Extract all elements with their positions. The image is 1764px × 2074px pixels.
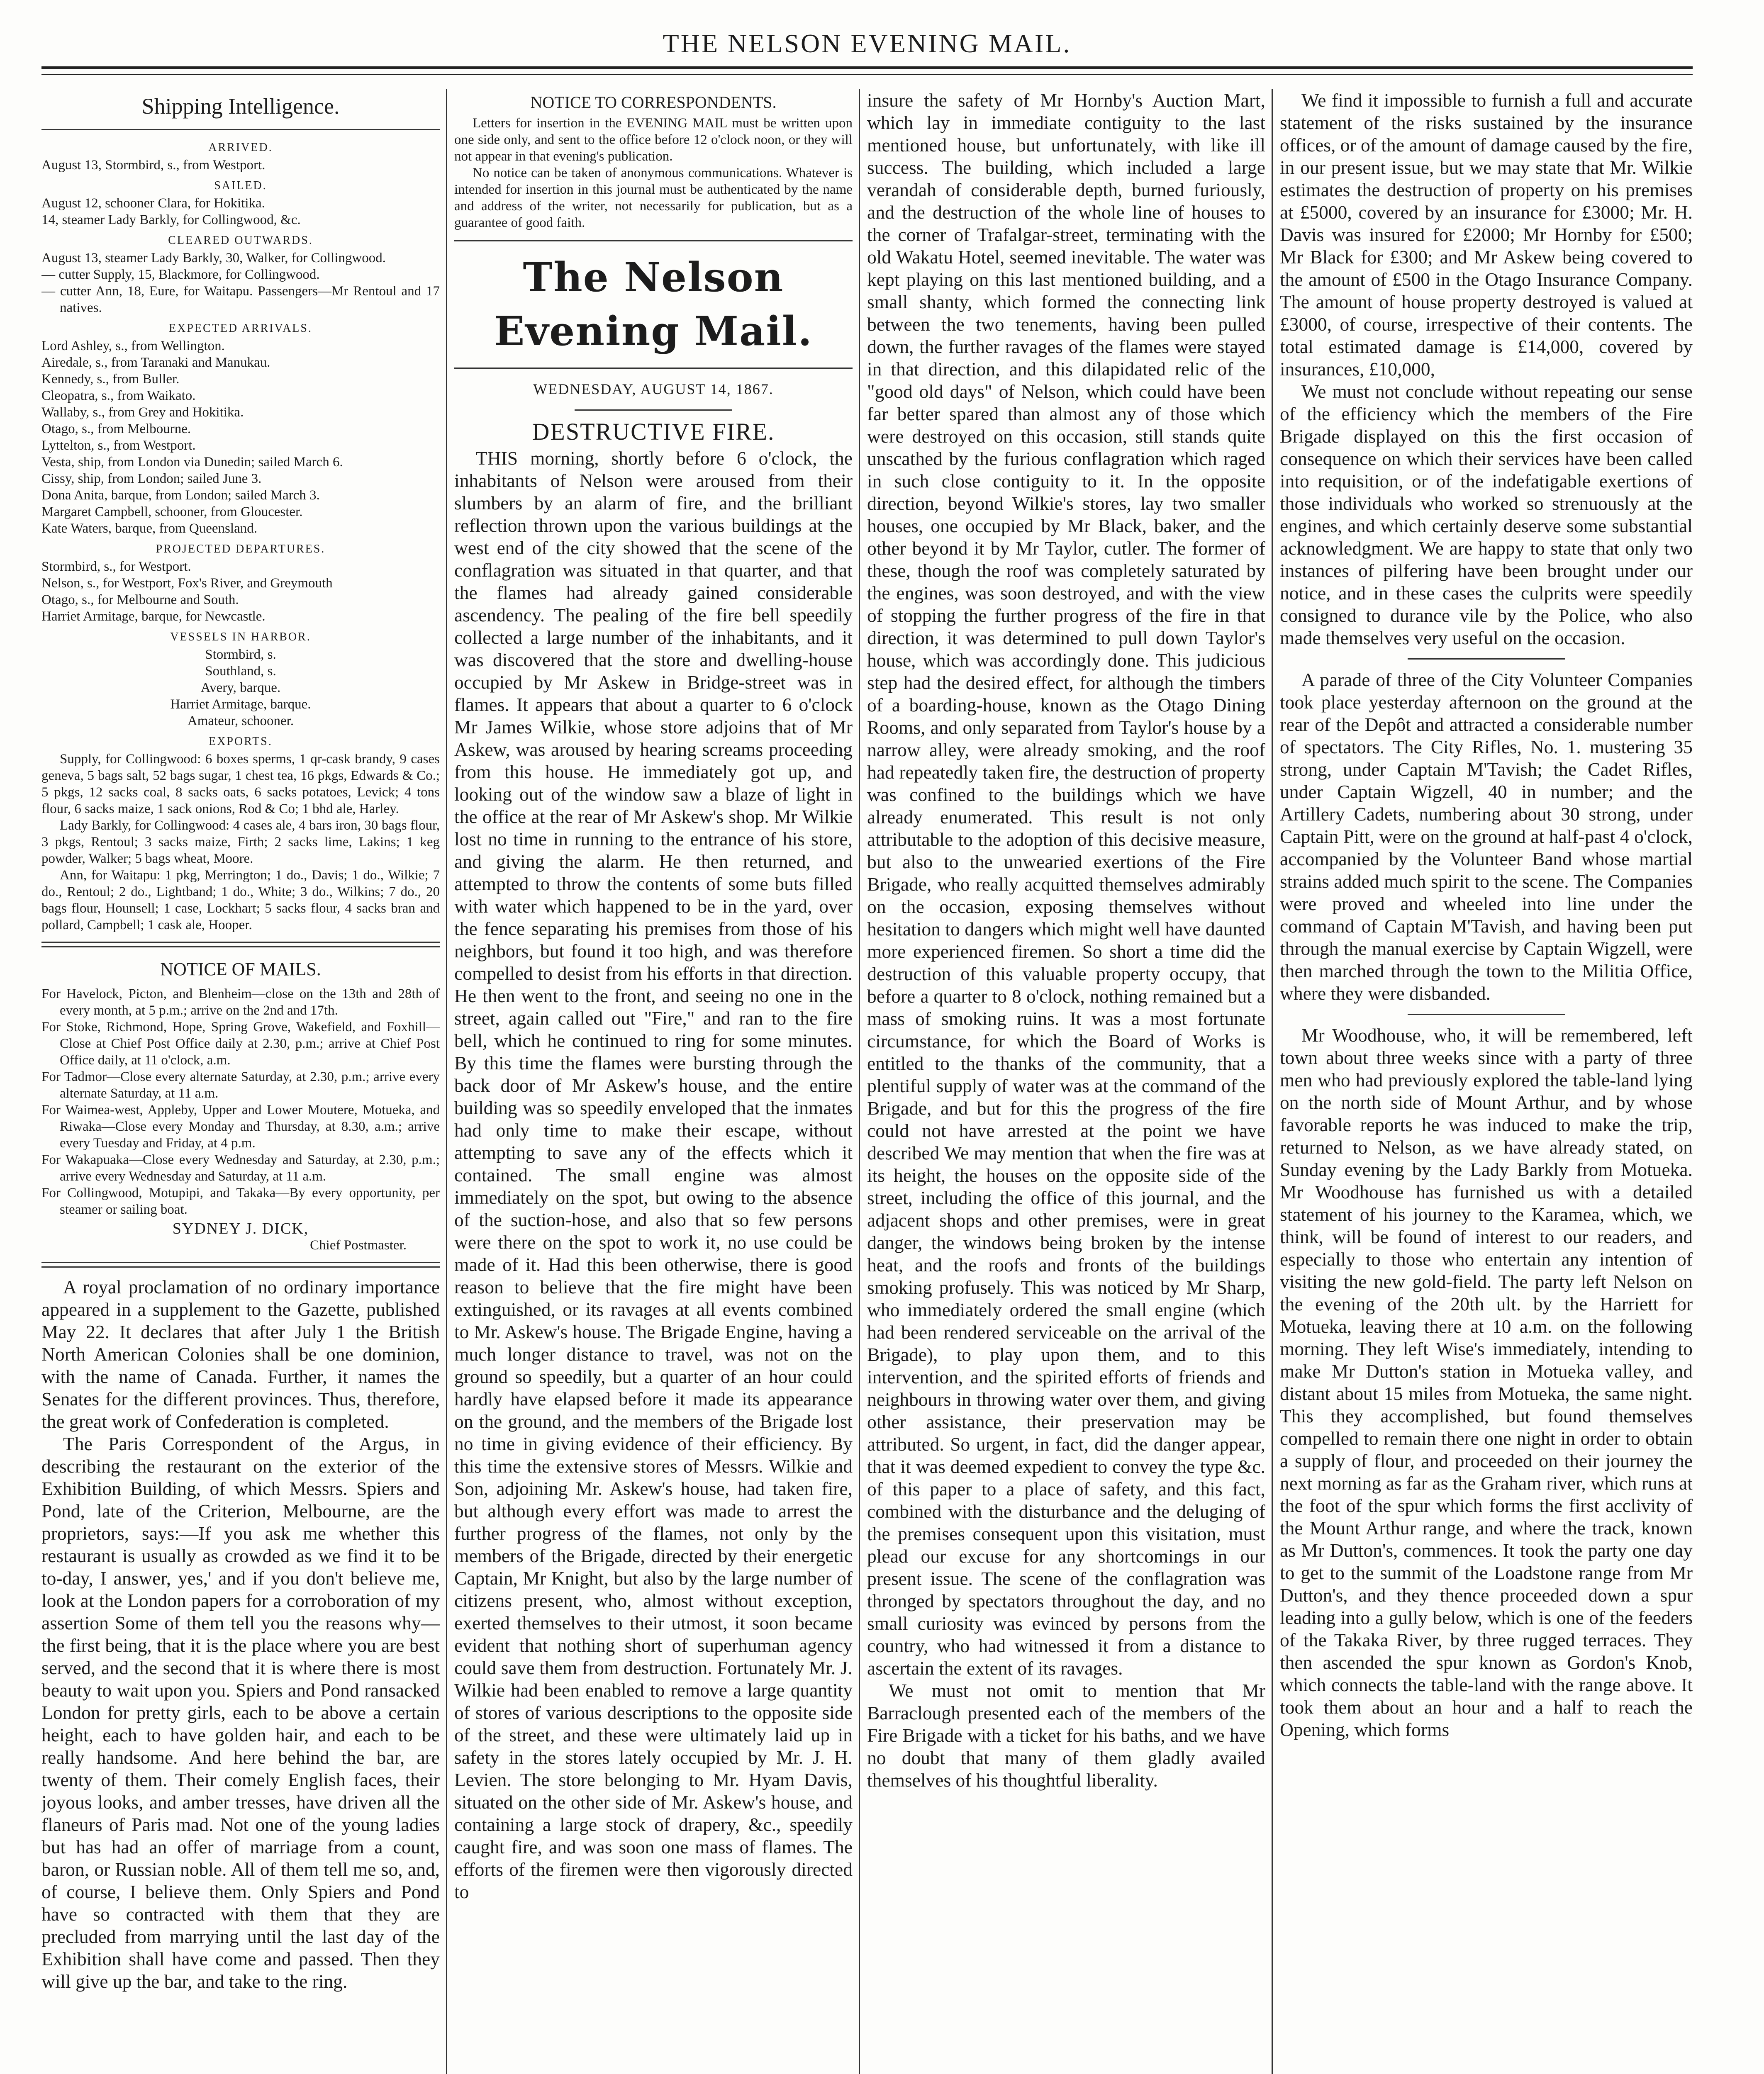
- masthead-rule-thin: [41, 74, 1693, 75]
- paper-title: The Nelson Evening Mail.: [494, 254, 813, 355]
- expected-item: Lyttelton, s., from Westport.: [41, 438, 196, 453]
- notice-of-mails: [41, 986, 440, 1254]
- vessel-item: Avery, barque.: [200, 680, 281, 695]
- article-paragraph: THIS morning, shortly before 6 o'clock, the inhabitants of Nelson were aroused from their slumbers by an alarm of fire, and the brilliant reflection thrown upon the various buildings at the west end of the city showed that the scene of the conflagration was situated in that quarter, and that the flames had already gained considerable ascendency. The pealing of the fire bell speedily collected a large number of the inhabitants, and it was discovered that the store and dwelling-house occupied by Mr Askew in Bridge-street was in flames. It appears that about a quarter to 6 o'clock Mr James Wilkie, whose store adjoins that of Mr Askew, was aroused by hearing screams proceeding from this house. He immediately got up, and looking out of the window saw a blaze of light in the office at the rear of Mr Askew's shop. Mr Wilkie lost no time in running to the entrance of his store, and giving the alarm. He then returned, and attempted to throw the contents of some buts filled with water which happened to be in the yard, over the fence separating his premises from those of his neighbors, but found it too high, and was therefore compelled to desist from his efforts in that direction. He then went to the front, and seeing no one in the street, again called out "Fire," and ran to the fire bell, which he continued to ring for some minutes. By this time the flames were bursting through the back door of Mr Askew's house, and the entire building was so speedily enveloped that the inmates had only time to make their escape, without attempting to save any of the effects which it contained. The small engine was almost immediately on the spot, but owing to the absence of the suction-hose, and also that so few persons were there on the spot to work it, no use could be made of it. Had this been otherwise, there is good reason to believe that the fire might have been extinguished, or its ravages at all events combined to Mr. Askew's house. The Brigade Engine, having a much longer distance to travel, was not on the ground so speedily, but a quarter of an hour could hardly have elapsed before it made its appearance on the ground, and the members of the Brigade lost no time in giving evidence of their efficiency. By this time the extensive stores of Messrs. Wilkie and Son, adjoining Mr. Askew's house, had taken fire, but although every effort was made to arrest the further progress of the flames, not only by the members of the Brigade, directed by their energetic Captain, Mr Knight, but also by the large number of citizens present, who, almost without exception, exerted themselves to their utmost, it soon became evident that nothing short of superhuman agency could save them from destruction. Fortunately Mr. J. Wilkie had been enabled to remove a large quantity of stores of various descriptions to the opposite side of the street, and these were ultimately laid up in safety in the stores lately occupied by Mr. J. H. Levien. The store belonging to Mr. Hyam Davis, situated on the other side of Mr. Askew's house, and containing a large stock of drapery, &c., speedily caught fire, and was soon one mass of flames. The efforts of the firemen were then vigorously directed to: [454, 448, 853, 1902]
- postmaster-title: Chief Postmaster.: [310, 1238, 407, 1253]
- masthead-rule: [41, 66, 1693, 69]
- expected-item: Lord Ashley, s., from Wellington.: [41, 338, 225, 353]
- expected-item: Airedale, s., from Taranaki and Manukau.: [41, 355, 270, 370]
- mail-item: For Collingwood, Motupipi, and Takaka—By every opportunity, per steamer or sailing boat.: [41, 1185, 440, 1217]
- volunteer-paragraph: A parade of three of the City Volunteer Companies took place yesterday afternoon on the ground at the rear of the Depôt and attracted a considerable number of spectators. The City Rifles, No. 1. mustering 35 strong, under Captain M'Tavish; the Cadet Rifles, under Captain Wigzell, 40 in number; and the Artillery Cadets, numbering about 30 strong, under Captain Pitt, were on the ground at half-past 4 o'clock, accompanied by the Volunteer Band whose martial strains added much spirit to the scene. The Companies were proved and wheeled into line under the command of Captain M'Tavish, and having been put through the manual exercise by Captain Wigzell, were then marched through the town to the Militia Office, where they were disbanded.: [1280, 669, 1693, 1004]
- brigade-paragraph: We must not conclude without repeating our sense of the efficiency which the members of the Fire Brigade displayed on this the first occasion of consequence on which their services have been called into requisition, or of the indefatigable exertions of those individuals who worked so strenuously at the engines, and which certainly deserve some substantial acknowledgment. We are happy to state that only two instances of pilfering have been brought under our notice, and in these cases the culprits were speedily consigned to durance vile by the Police, who also made themselves very useful on the occasion.: [1280, 381, 1693, 648]
- paragraph-paris: The Paris Correspondent of the Argus, in describing the restaurant on the exterior of the Exhibition Building, of which Messrs. Spiers and Pond, late of the Criterion, Melbourne, are the proprietors, says:—If you ask me whether this restaurant is usually as crowded as we find it to be to-day, I answer, yes,' and if you don't believe me, look at the London papers for a corroboration of my assertion Some of them tell you the reasons why—the first being, that it is the place where you are best served, and the second that it is where there is most beauty to wait upon you. Spiers and Pond ransacked London for pretty girls, each to be above a certain height, each to have golden hair, and each to be really handsome. And here behind the bar, are twenty of them. Their comely English faces, their joyous looks, and amber tresses, have driven all the flaneurs of Paris mad. Not one of the young ladies but has had an offer of marriage from a count, baron, or Russian noble. All of them tell me so, and, of course, I believe them. Only Spiers and Pond have so contracted with them that they are precluded from marrying until the last day of the Exhibition shall have come and passed. Then they will give up the bar, and take to the ring.: [41, 1433, 440, 1992]
- column-rule: [859, 89, 860, 2074]
- vessel-item: Stormbird, s.: [205, 647, 276, 662]
- vessel-item: Amateur, schooner.: [187, 713, 294, 728]
- cleared-heading: CLEARED OUTWARDS.: [168, 234, 313, 247]
- export-item: Lady Barkly, for Collingwood: 4 cases ale, 4 bars iron, 30 bags flour, 3 pkgs, Rentoul; 3 sacks maize, Firth; 2 sacks lime, Lakins; 1 keg powder, Walker; 5 bags wheat, Moore.: [41, 818, 440, 866]
- divider: [575, 409, 732, 411]
- expected-item: Cissy, ship, from London; sailed June 3.: [41, 471, 262, 486]
- correspondents-heading: NOTICE TO CORRESPONDENTS.: [530, 93, 777, 112]
- sailed-heading: SAILED.: [214, 179, 267, 192]
- projected-item: Otago, s., for Melbourne and South.: [41, 592, 239, 607]
- expected-item: Dona Anita, barque, from London; sailed March 3.: [41, 488, 320, 503]
- article-paragraph: We must not omit to mention that Mr Barraclough presented each of the members of the Fire Brigade with a ticket for his baths, and we have no doubt that many of them gladly availed themselves of his thoughtful liberality.: [867, 1680, 1265, 1791]
- mail-item: For Stoke, Richmond, Hope, Spring Grove, Wakefield, and Foxhill—Close at Chief Post Office daily at 2.30, p.m.; arrive at Chief Post Office daily, at 11 o'clock, a.m.: [41, 1020, 440, 1068]
- cleared-item: — cutter Supply, 15, Blackmore, for Collingwood.: [41, 267, 320, 282]
- export-item: Supply, for Collingwood: 6 boxes sperms, 1 qr-cask brandy, 9 cases geneva, 5 bags salt, 52 bags sugar, 1 chest tea, 16 pkgs, Edwards & Co.; 5 pkgs, 12 sacks coal, 8 sacks oats, 6 sacks potatoes, Levick; 4 tons flour, 6 sacks maize, 1 sack onions, Rod & Co; 1 bhd ale, Harley.: [41, 752, 440, 816]
- insurance-paragraph: We find it impossible to furnish a full and accurate statement of the risks sustained by the insurance offices, or of the amount of damage caused by the fire, in our present issue, but we may state that Mr. Wilkie estimates the destruction of property on his premises at £5000, covered by an insurance for £3000; Mr. H. Davis was insured for £2000; Mr Hornby for £500; Mr Black for £300; and Mr Askew being covered to the amount of £500 in the Otago Insurance Company. The amount of house property destroyed is valued at £3000, of course, irrespective of their contents. The total estimated damage is £14,000, covered by insurances, £10,000,: [1280, 90, 1693, 380]
- notice-to-correspondents: [454, 115, 853, 231]
- double-divider: [41, 1262, 440, 1268]
- sailed-item: August 12, schooner Clara, for Hokitika.: [41, 196, 265, 211]
- expected-item: Kate Waters, barque, from Queensland.: [41, 521, 257, 536]
- column-1: [41, 89, 440, 2074]
- column-2: [454, 89, 853, 2074]
- expected-item: Otago, s., from Melbourne.: [41, 421, 191, 436]
- vessel-item: Southland, s.: [205, 664, 276, 679]
- mail-item: For Wakapuaka—Close every Wednesday and Saturday, at 2.30, p.m.; arrive every Wednesday and Saturday, at 11 a.m.: [41, 1152, 440, 1184]
- woodhouse-paragraph: Mr Woodhouse, who, it will be remembered, left town about three weeks since with a party of three men who had previously explored the table-land lying on the north side of Mount Arthur, and by whose favorable reports he was induced to make the trip, returned to Nelson, as we have already stated, on Sunday evening by the Lady Barkly from Motueka. Mr Woodhouse has furnished us with a detailed statement of his journey to the Karamea, which, we think, will be found of interest to our readers, and especially to those who entertain any intention of visiting the new gold-field. The party left Nelson on the evening of the 20th ult. by the Harriett for Motueka, leaving there at 10 a.m. on the following morning. They left Wise's immediately, intending to make Mr Dutton's station in Motueka valley, and distant about 15 miles from Motueka, the same night. This they accomplished, but found themselves compelled to remain there one night in order to obtain a supply of flour, and proceeded on their journey the next morning as far as the Graham river, which runs at the foot of the spur which forms the first acclivity of the Mount Arthur range, and where the track, known as Mr Dutton's, commences. It took the party one day to get to the summit of the Loadstone range from Mr Dutton's, and they thence proceeded down a spur leading into a gully below, which is one of the feeders of the Takaka River, by three rugged terraces. They then ascended the spur known as Gordon's Knob, which connects the table-land with the range above. It took them about an hour and a half to reach the Opening, which forms: [1280, 1025, 1693, 1740]
- exports-heading: EXPORTS.: [209, 735, 273, 748]
- expected-item: Margaret Campbell, schooner, from Gloucester.: [41, 504, 303, 519]
- expected-item: Wallaby, s., from Grey and Hokitika.: [41, 405, 244, 420]
- postmaster-signature: SYDNEY J. DICK,: [172, 1220, 309, 1237]
- article-continued: insure the safety of Mr Hornby's Auction Mart, which lay in immediate contiguity to the last mentioned house, but unfortunately, with like ill success. The building, which included a large verandah of considerable depth, burned furiously, and the destruction of the whole line of houses to the corner of Trafalgar-street, terminating with the old Wakatu Hotel, seemed inevitable. The water was kept playing on this last mentioned building, and a small shanty, which formed the connecting link between the two tenements, having been pulled down, the further ravages of the flames were stayed in that direction, and this dilapidated relic of the "good old days" of Nelson, which could have been far better spared than almost any of those which were destroyed on this occasion, still stands quite unscathed by the furious conflagration which raged in such close contiguity to it. In the opposite direction, beyond Wilkie's stores, lay two smaller houses, one occupied by Mr Black, baker, and the other beyond it by Mr Taylor, cutler. The former of these, though the roof was completely saturated by the engines, was soon destroyed, and with the view of stopping the further progress of the fire in that direction, it was determined to pull down Taylor's house, which was accordingly done. This judicious step had the desired effect, for although the timbers of a boarding-house, known as the Otago Dining Rooms, and only separated from Taylor's house by a narrow alley, were already smoking, and the roof had repeatedly taken fire, the destruction of property was confined to the buildings which we have already enumerated. This result is not only attributable to the adoption of this decisive measure, but also to the unwearied exertions of the Fire Brigade, who really acquitted themselves admirably on the occasion, exposing themselves without hesitation to dangers which might well have daunted more experienced firemen. So short a time did the destruction of this valuable property occupy, that before a quarter to 8 o'clock, nothing remained but a mass of smoking ruins. It was a most fortunate circumstance, for which the Board of Works is entitled to the thanks of the community, that a plentiful supply of water was at the command of the Brigade, and but for this the progress of the fire could not have arrested at the point we have described We may mention that when the fire was at its height, the houses on the opposite side of the street, including the office of this journal, and the adjacent shops and other premises, were in great danger, the windows being broken by the intense heat, and the roofs and fronts of the buildings smoking profusely. This was noticed by Mr Sharp, who immediately ordered the small engine (which had been rendered serviceable on the arrival of the Brigade), to play upon them, and to this intervention, and the spirited efforts of friends and neighbours in throwing water over them, and giving other assistance, their preservation may be attributed. So urgent, in fact, did the danger appear, that it was deemed expedient to convey the type &c. of this paper to a place of safety, and this fact, combined with the disturbance and the deluging of the premises consequent upon this visitation, must plead our excuse for any shortcomings in our present issue. The scene of the conflagration was thronged by spectators throughout the day, and no small curiosity was evinced by persons from the country, who had witnessed it from a distance to ascertain the extent of its ravages.: [867, 90, 1265, 1679]
- masthead: THE NELSON EVENING MAIL.: [663, 29, 1072, 58]
- column-3: [867, 89, 1265, 2074]
- expected-item: Kennedy, s., from Buller.: [41, 372, 180, 387]
- export-item: Ann, for Waitapu: 1 pkg, Merrington; 1 do., Davis; 1 do., Wilkie; 7 do., Rentoul; 2 do., Lightband; 1 do., White; 3 do., Wilkins; 7 do., 20 bags flour, Hounsell; 1 case, Lockhart; 5 sacks flour, 4 sacks bran and pollard, Campbell; 1 cask ale, Hooper.: [41, 868, 440, 932]
- article-heading: DESTRUCTIVE FIRE.: [532, 418, 775, 445]
- projected-item: Nelson, s., for Westport, Fox's River, and Greymouth: [41, 576, 333, 591]
- mail-item: For Waimea-west, Appleby, Upper and Lower Moutere, Motueka, and Riwaka—Close every Monday and Thursday, at 8.30, a.m.; arrive every Tuesday and Friday, at 4 p.m.: [41, 1103, 440, 1151]
- column-rule: [446, 89, 447, 2074]
- double-divider: [41, 942, 440, 947]
- mail-item: For Tadmor—Close every alternate Saturday, at 2.30, p.m.; arrive every alternate Saturday, at 11 a.m.: [41, 1069, 440, 1101]
- cleared-item: — cutter Ann, 18, Eure, for Waitapu. Passengers—Mr Rentoul and 17 natives.: [41, 284, 440, 315]
- expected-item: Cleopatra, s., from Waikato.: [41, 388, 196, 403]
- projected-item: Harriet Armitage, barque, for Newcastle.: [41, 609, 266, 624]
- divider: [1408, 658, 1565, 660]
- vessels-heading: VESSELS IN HARBOR.: [170, 630, 311, 643]
- column-rule: [1272, 89, 1273, 2074]
- vessel-item: Harriet Armitage, barque.: [170, 697, 311, 712]
- divider: [41, 129, 440, 130]
- shipping-intelligence: [41, 139, 440, 933]
- divider: [1408, 1014, 1565, 1015]
- expected-heading: EXPECTED ARRIVALS.: [169, 322, 312, 335]
- mail-item: For Havelock, Picton, and Blenheim—close on the 13th and 28th of every month, at 5 p.m.; arrive on the 2nd and 17th.: [41, 986, 440, 1018]
- projected-heading: PROJECTED DEPARTURES.: [156, 543, 326, 555]
- column-4: [1280, 89, 1693, 2074]
- notice-paragraph: No notice can be taken of anonymous communications. Whatever is intended for insertion in this journal must be authenticated by the name and address of the writer, not necessarily for publication, but as a guarantee of good faith.: [454, 166, 853, 230]
- arrived-heading: ARRIVED.: [208, 141, 273, 154]
- divider: [454, 240, 853, 241]
- expected-item: Vesta, ship, from London via Dunedin; sailed March 6.: [41, 455, 343, 470]
- projected-item: Stormbird, s., for Westport.: [41, 559, 191, 574]
- arrived-item: August 13, Stormbird, s., from Westport.: [41, 158, 266, 173]
- sailed-item: 14, steamer Lady Barkly, for Collingwood, &c.: [41, 212, 301, 227]
- dateline: WEDNESDAY, AUGUST 14, 1867.: [533, 381, 774, 397]
- notice-paragraph: Letters for insertion in the EVENING MAIL must be written upon one side only, and sent to the office before 12 o'clock noon, or they will not appear in that evening's publication.: [454, 116, 853, 164]
- paragraph-canada: A royal proclamation of no ordinary importance appeared in a supplement to the Gazette, published May 22. It declares that after July 1 the British North American Colonies shall be one dominion, with the name of Canada. Further, it names the Senates for the different provinces. Thus, therefore, the great work of Confederation is completed.: [41, 1276, 440, 1432]
- divider: [454, 368, 853, 369]
- cleared-item: August 13, steamer Lady Barkly, 30, Walker, for Collingwood.: [41, 251, 386, 265]
- mails-heading: NOTICE OF MAILS.: [160, 959, 321, 979]
- shipping-heading: Shipping Intelligence.: [141, 94, 340, 119]
